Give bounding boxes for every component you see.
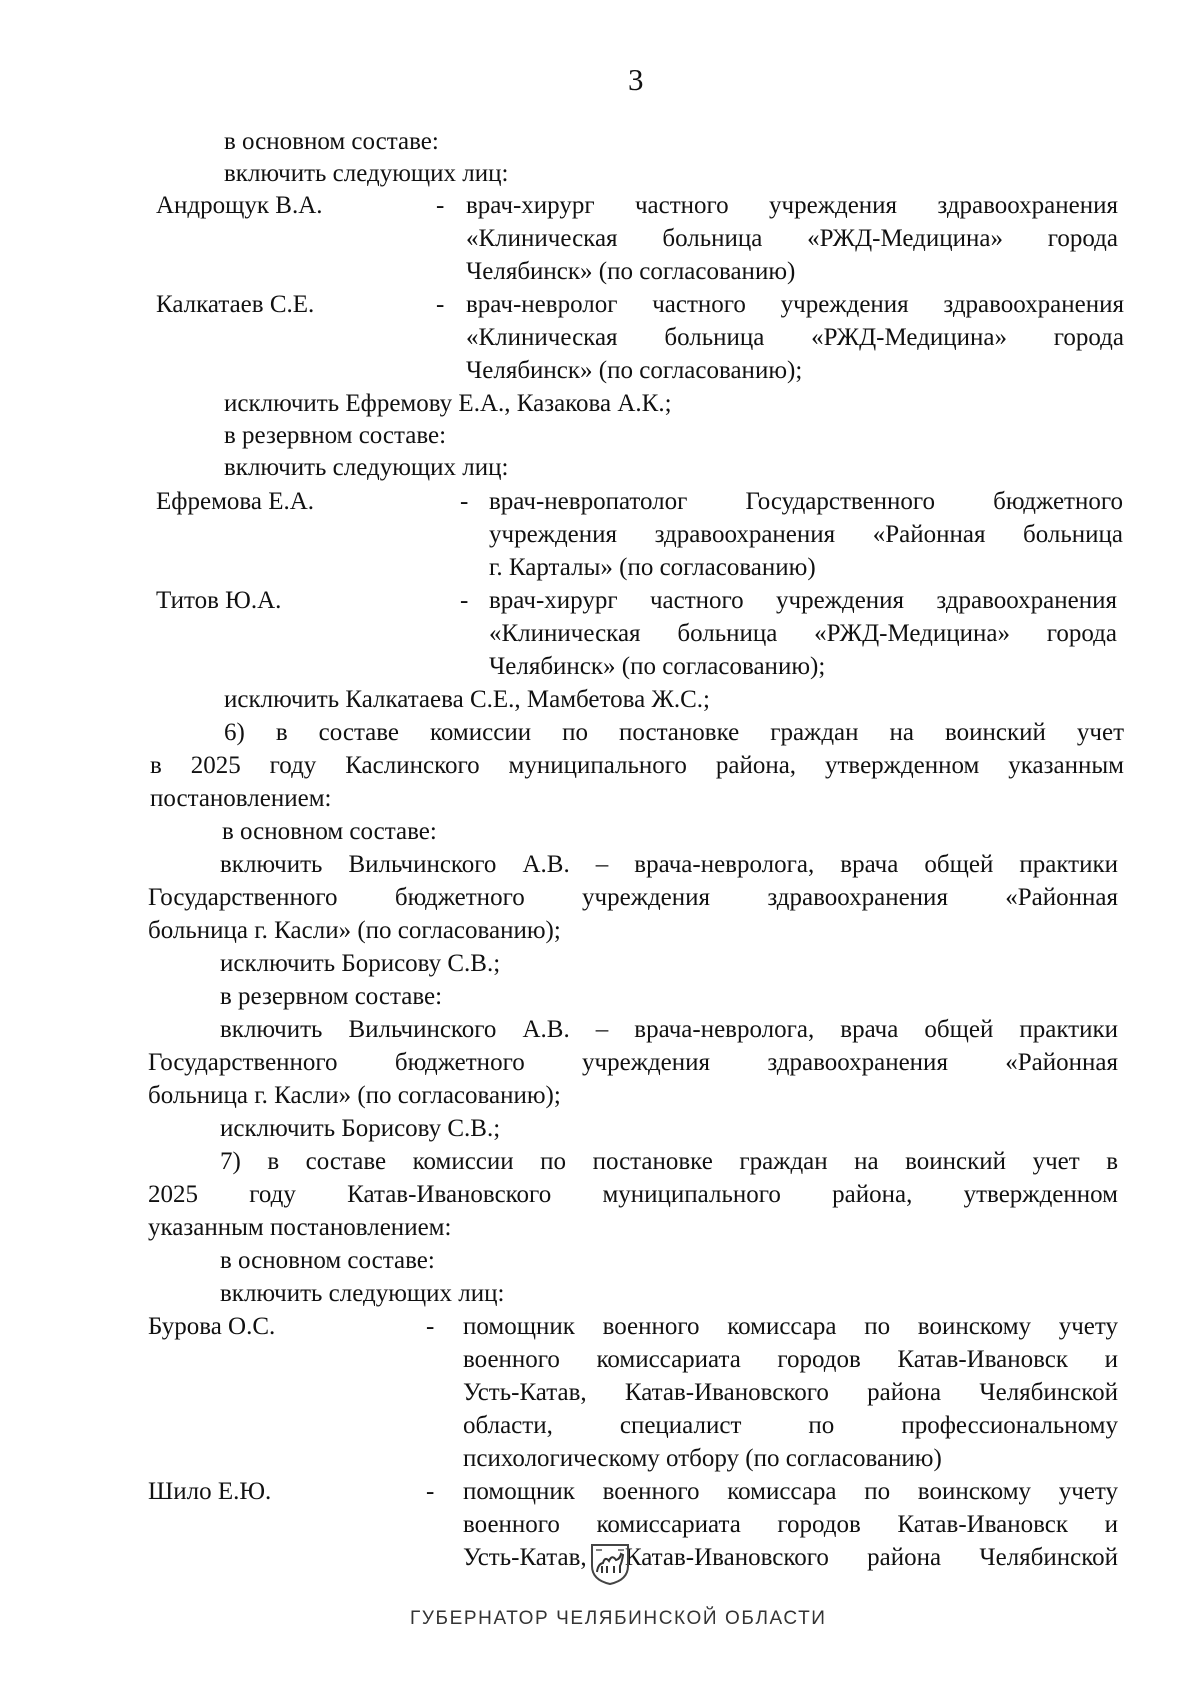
person-description-line: военного комиссариата городов Катав-Ивановск и — [463, 1346, 1118, 1373]
section-7-line: 2025 году Катав-Ивановского муниципального района, утвержденном — [148, 1181, 1118, 1208]
person-description-line: психологическому отбору (по согласованию) — [463, 1445, 942, 1472]
reserve-composition-label: в резервном составе: — [224, 422, 447, 449]
person-name: Андрощук В.А. — [156, 192, 323, 219]
section-6-line: 6) в составе комиссии по постановке граждан на воинский учет — [224, 719, 1124, 746]
section-7-line: 7) в составе комиссии по постановке граждан на воинский учет в — [220, 1148, 1118, 1175]
include-following-label: включить следующих лиц: — [224, 454, 509, 481]
entry-dash: - — [460, 587, 469, 614]
page-number: 3 — [628, 62, 644, 97]
person-description-line: «Клиническая больница «РЖД-Медицина» города — [466, 225, 1118, 252]
person-description-line: военного комиссариата городов Катав-Ивановск и — [463, 1511, 1118, 1538]
section-6-include-line: больница г. Касли» (по согласованию); — [148, 917, 561, 944]
person-description-line: врач-невропатолог Государственного бюджетного — [489, 488, 1123, 515]
entry-dash: - — [426, 1478, 435, 1505]
person-description-line: Челябинск» (по согласованию); — [466, 357, 803, 384]
exclude-line: исключить Борисову С.В.; — [220, 950, 501, 977]
person-description-line: помощник военного комиссара по воинскому учету — [463, 1313, 1118, 1340]
person-description-line: врач-хирург частного учреждения здравоохранения — [466, 192, 1118, 219]
reserve-composition-label: в резервном составе: — [220, 983, 443, 1010]
section-6-line: в 2025 году Каслинского муниципального района, утвержденном указанным — [150, 752, 1124, 779]
entry-dash: - — [460, 488, 469, 515]
person-description-line: Челябинск» (по согласованию) — [466, 258, 796, 285]
person-name: Бурова О.С. — [148, 1313, 276, 1340]
person-description-line: помощник военного комиссара по воинскому учету — [463, 1478, 1118, 1505]
exclude-line: исключить Ефремову Е.А., Казакова А.К.; — [224, 390, 672, 417]
person-name: Калкатаев С.Е. — [156, 291, 315, 318]
entry-dash: - — [436, 291, 445, 318]
section-6-include-line: включить Вильчинского А.В. – врача-невролога, врача общей практики — [220, 851, 1118, 878]
person-description-line: области, специалист по профессиональному — [463, 1412, 1118, 1439]
person-name: Ефремова Е.А. — [156, 488, 315, 515]
section-7-line: указанным постановлением: — [148, 1214, 452, 1241]
person-description-line: учреждения здравоохранения «Районная больница — [489, 521, 1123, 548]
main-composition-label: в основном составе: — [220, 1247, 435, 1274]
exclude-line: исключить Борисову С.В.; — [220, 1115, 501, 1142]
section-6-line: постановлением: — [150, 785, 332, 812]
governor-footer: ГУБЕРНАТОР ЧЕЛЯБИНСКОЙ ОБЛАСТИ — [410, 1608, 827, 1629]
main-composition-label: в основном составе: — [222, 818, 437, 845]
person-description-line: Усть-Катав, Катав-Ивановского района Челябинской — [463, 1544, 1118, 1571]
entry-dash: - — [436, 192, 445, 219]
person-description-line: Челябинск» (по согласованию); — [489, 653, 826, 680]
main-composition-label: в основном составе: — [224, 128, 439, 155]
exclude-line: исключить Калкатаева С.Е., Мамбетова Ж.С.; — [224, 686, 710, 713]
section-6-include-line: включить Вильчинского А.В. – врача-невролога, врача общей практики — [220, 1016, 1118, 1043]
section-6-include-line: Государственного бюджетного учреждения здравоохранения «Районная — [148, 1049, 1118, 1076]
person-description-line: врач-хирург частного учреждения здравоохранения — [489, 587, 1117, 614]
section-6-include-line: Государственного бюджетного учреждения здравоохранения «Районная — [148, 884, 1118, 911]
entry-dash: - — [426, 1313, 435, 1340]
person-description-line: г. Карталы» (по согласованию) — [489, 554, 816, 581]
person-description-line: «Клиническая больница «РЖД-Медицина» города — [466, 324, 1124, 351]
person-name: Титов Ю.А. — [156, 587, 282, 614]
chelyabinsk-camel-emblem-icon — [586, 1542, 634, 1586]
include-following-label: включить следующих лиц: — [220, 1280, 505, 1307]
person-description-line: Усть-Катав, Катав-Ивановского района Челябинской — [463, 1379, 1118, 1406]
include-following-label: включить следующих лиц: — [224, 160, 509, 187]
person-description-line: врач-невролог частного учреждения здравоохранения — [466, 291, 1124, 318]
person-name: Шило Е.Ю. — [148, 1478, 272, 1505]
person-description-line: «Клиническая больница «РЖД-Медицина» города — [489, 620, 1117, 647]
section-6-include-line: больница г. Касли» (по согласованию); — [148, 1082, 561, 1109]
